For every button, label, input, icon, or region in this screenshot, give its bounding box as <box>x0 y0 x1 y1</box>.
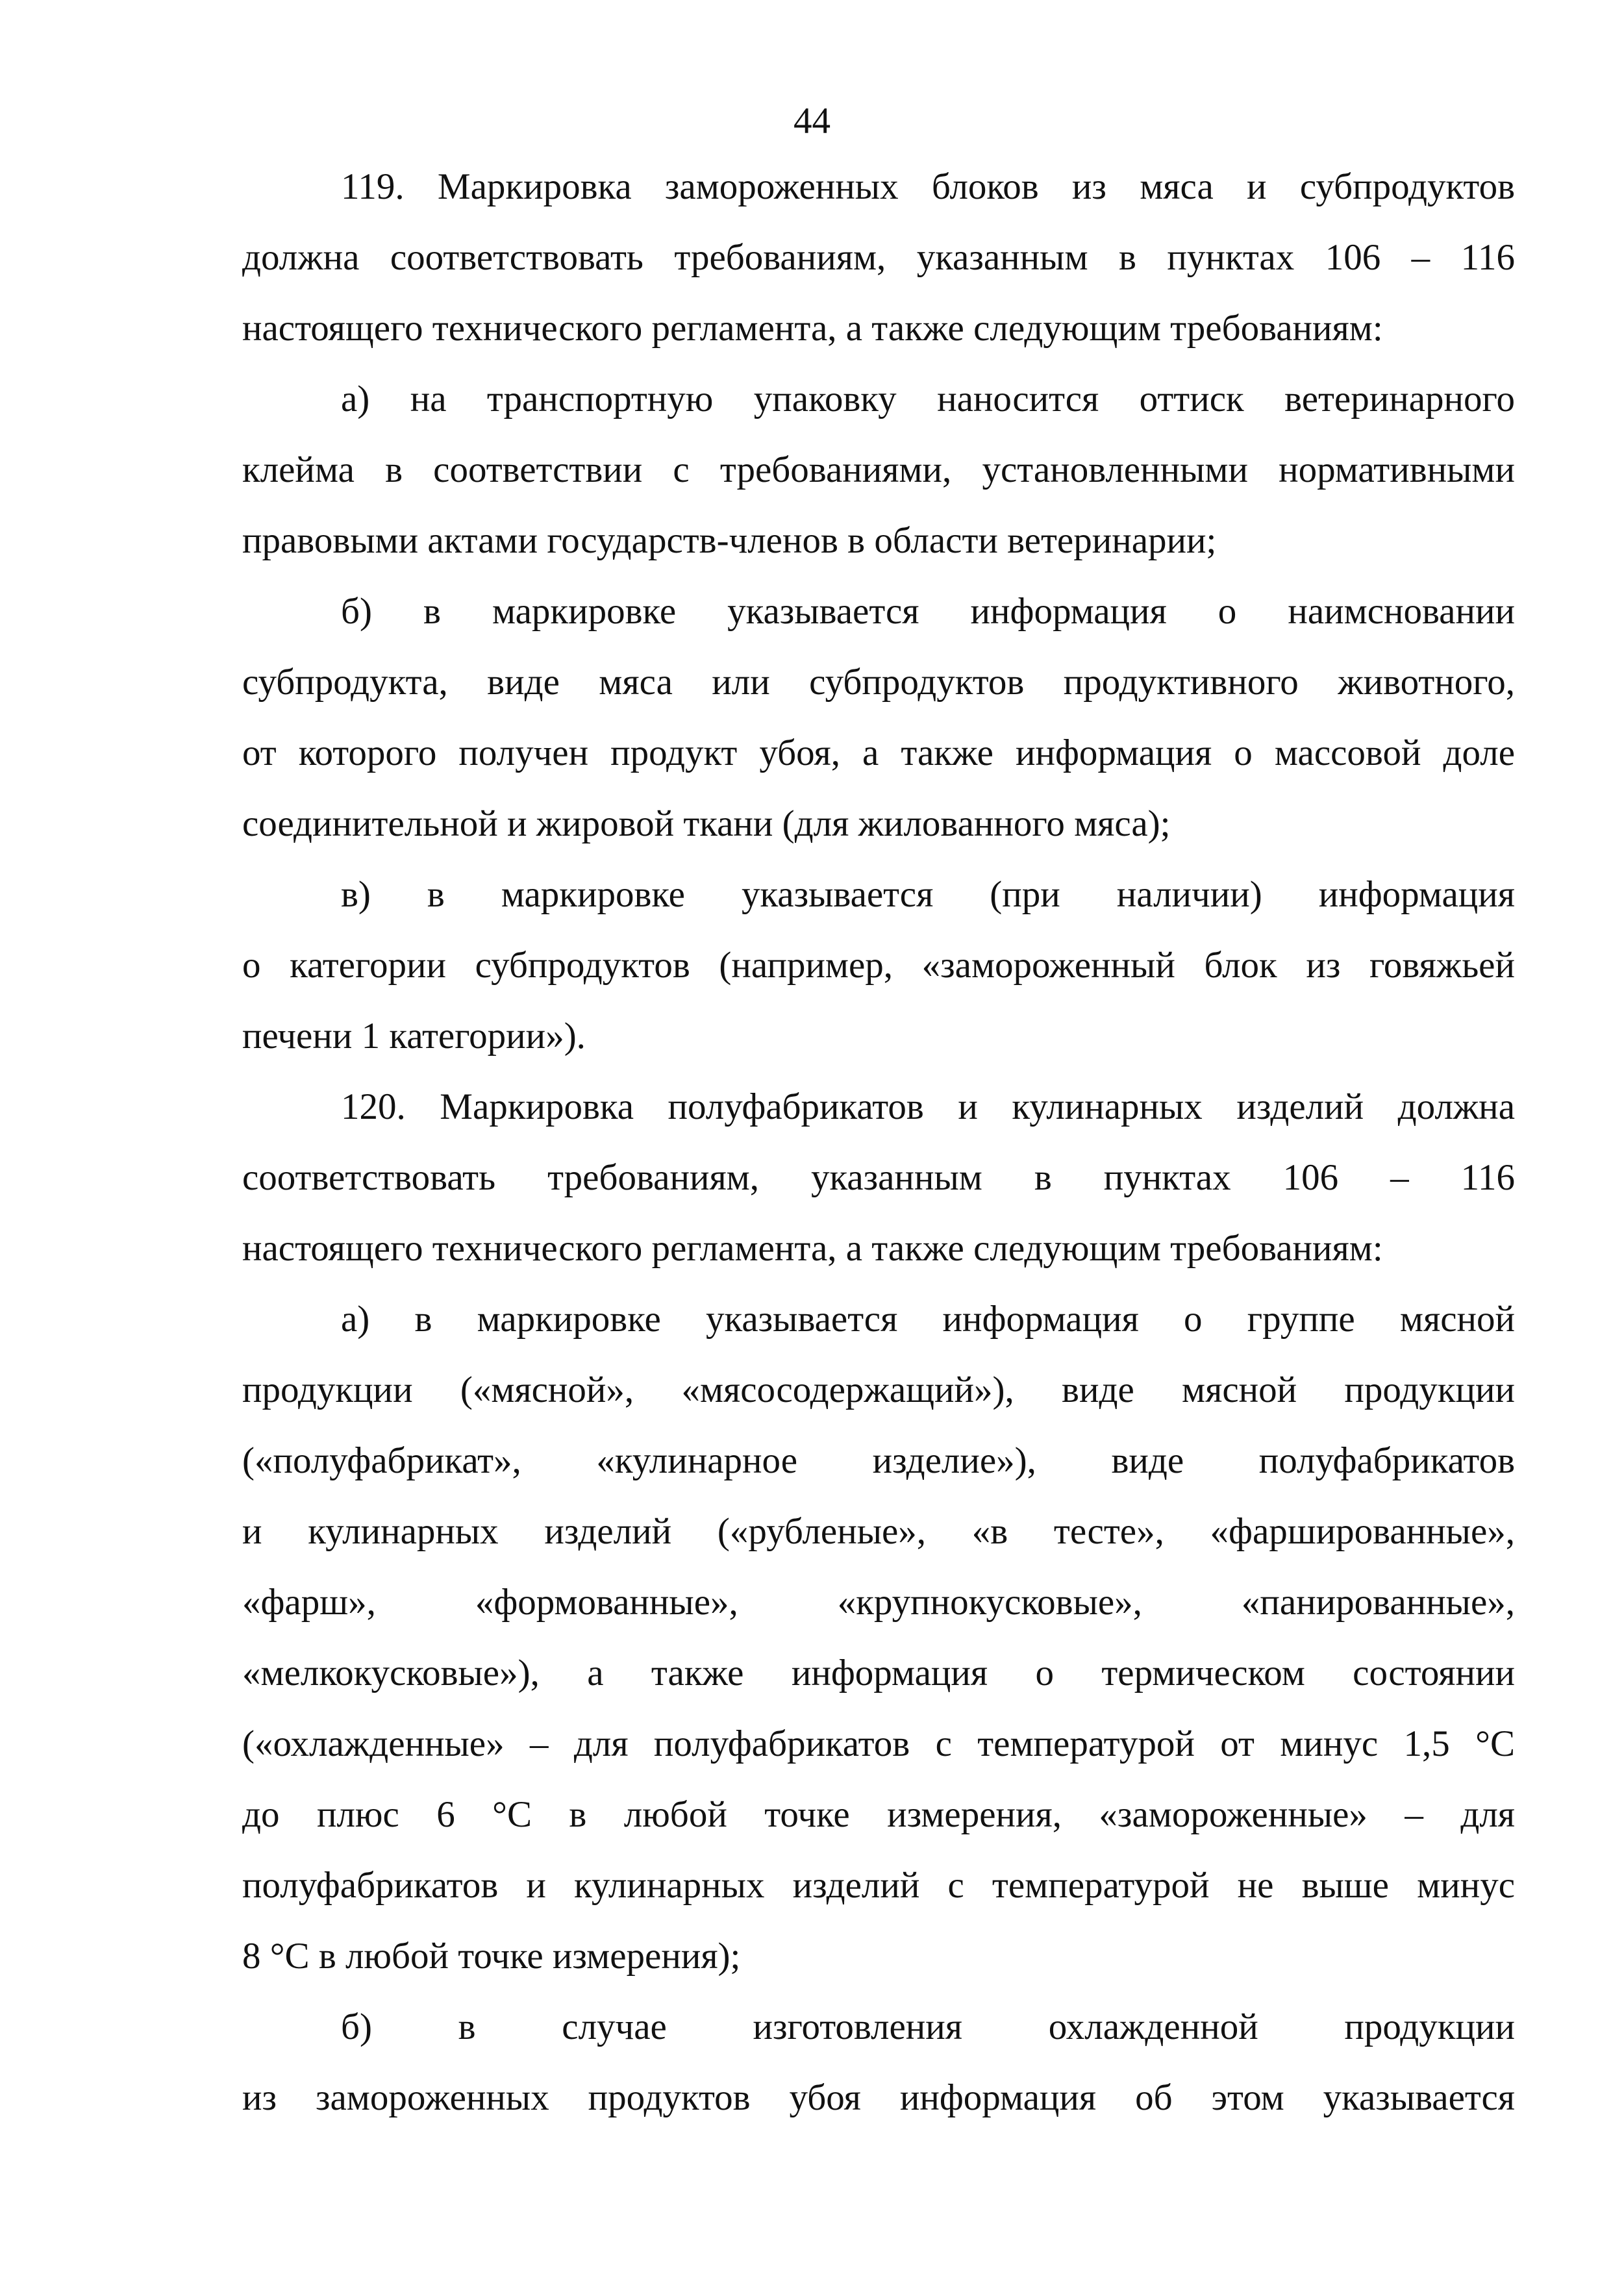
text-line: о категории субпродуктов (например, «замороженный блок из говяжьей <box>242 945 1515 986</box>
text-line: полуфабрикатов и кулинарных изделий с температурой не выше минус <box>242 1865 1515 1906</box>
document-body <box>242 151 1515 2133</box>
text-line: в) в маркировке указывается (при наличии) информация <box>341 874 1515 915</box>
text-line: 8 °С в любой точке измерения); <box>242 1936 741 1977</box>
text-line: б) в случае изготовления охлажденной продукции <box>341 2006 1515 2047</box>
text-line: должна соответствовать требованиям, указанным в пунктах 106 – 116 <box>242 237 1515 278</box>
text-line: до плюс 6 °С в любой точке измерения, «замороженные» – для <box>242 1794 1515 1835</box>
text-line: и кулинарных изделий («рубленые», «в тесте», «фаршированные», <box>242 1511 1515 1552</box>
text-line: соединительной и жировой ткани (для жилованного мяса); <box>242 803 1171 844</box>
text-line: субпродукта, виде мяса или субпродуктов продуктивного животного, <box>242 662 1515 703</box>
text-line: соответствовать требованиям, указанным в пунктах 106 – 116 <box>242 1157 1515 1198</box>
text-line: печени 1 категории»). <box>242 1016 586 1056</box>
text-line: 120. Маркировка полуфабрикатов и кулинарных изделий должна <box>341 1086 1515 1127</box>
text-line: клейма в соответствии с требованиями, установленными нормативными <box>242 449 1515 490</box>
text-line: («охлажденные» – для полуфабрикатов с температурой от минус 1,5 °С <box>242 1723 1515 1764</box>
text-line: 119. Маркировка замороженных блоков из мяса и субпродуктов <box>341 166 1515 207</box>
text-line: а) в маркировке указывается информация о группе мясной <box>341 1299 1515 1340</box>
text-line: б) в маркировке указывается информация о наимсновании <box>341 591 1515 632</box>
text-line: «фарш», «формованные», «крупнокусковые», «панированные», <box>242 1582 1515 1623</box>
text-line: продукции («мясной», «мясосодержащий»), виде мясной продукции <box>242 1369 1515 1410</box>
text-line: правовыми актами государств-членов в области ветеринарии; <box>242 520 1217 561</box>
text-line: из замороженных продуктов убоя информация об этом указывается <box>242 2077 1515 2118</box>
text-line: («полуфабрикат», «кулинарное изделие»), виде полуфабрикатов <box>242 1440 1515 1481</box>
text-line: а) на транспортную упаковку наносится оттиск ветеринарного <box>341 379 1515 419</box>
text-line: настоящего технического регламента, а также следующим требованиям: <box>242 1228 1383 1269</box>
text-line: «мелкокусковые»), а также информация о термическом состоянии <box>242 1653 1515 1693</box>
text-line: от которого получен продукт убоя, а также информация о массовой доле <box>242 732 1515 773</box>
page-number: 44 <box>793 101 831 142</box>
text-line: настоящего технического регламента, а также следующим требованиям: <box>242 308 1383 349</box>
